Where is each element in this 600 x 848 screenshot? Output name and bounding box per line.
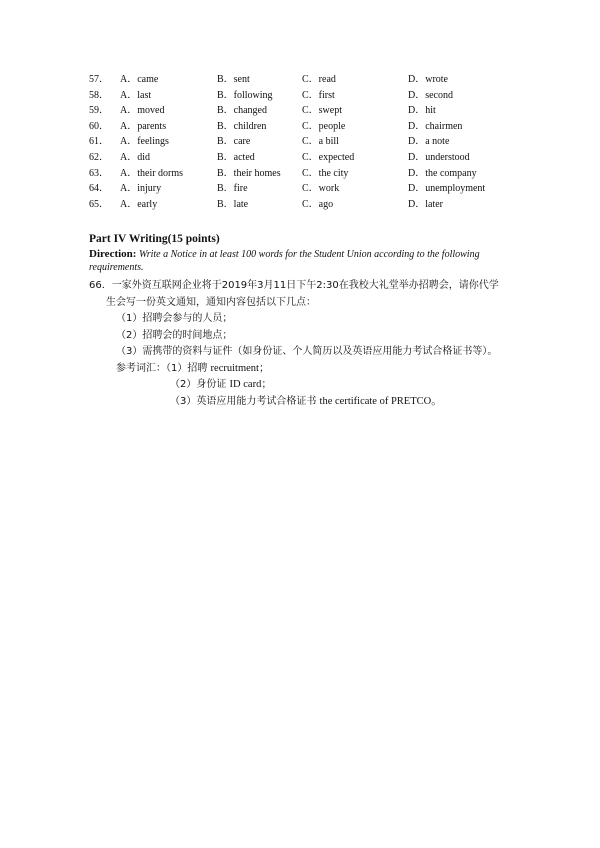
vocab-3-en: the certificate of PRETCO。 (319, 395, 442, 407)
option-d: D．wrote (408, 74, 448, 85)
question-number: 58． (89, 89, 109, 101)
question-number: 64． (89, 183, 109, 195)
question-row (89, 103, 508, 119)
option-a: A．early (120, 198, 158, 210)
question-number: 63． (89, 167, 109, 179)
option-d: D．a note (408, 136, 450, 148)
option-c: C．a bill (302, 136, 339, 148)
option-b: B．their homes (217, 167, 281, 179)
question-row (89, 134, 508, 150)
question-row (89, 197, 508, 213)
question-row (89, 150, 508, 166)
vocab-label: 参考词汇： (116, 362, 166, 374)
option-c: C．work (302, 183, 340, 195)
option-b: B．acted (217, 151, 255, 163)
part-title: Part IV Writing(15 points) (89, 233, 220, 245)
choice-questions-table (89, 72, 508, 212)
q66-line-1: 66．一家外资互联网企业将于2019年3月11日下午2:30在我校大礼堂举办招聘会，请你代学 (89, 280, 499, 291)
q66-line-2: 生会写一份英文通知，通知内容包括以下几点： (106, 296, 316, 308)
vocab-3-cn: （3）英语应用能力考试合格证书 (170, 395, 320, 407)
question-number: 59． (89, 105, 109, 117)
vocab-line-3 (89, 394, 529, 411)
direction-label: Direction: (89, 248, 137, 260)
question-number: 65． (89, 198, 109, 210)
option-c: C．first (302, 89, 335, 101)
vocab-line-2 (89, 377, 529, 394)
question-row (89, 166, 508, 182)
vocab-line-1 (89, 361, 529, 378)
option-a: A．last (120, 89, 152, 101)
vocab-1-cn: （1）招聘 (166, 362, 211, 374)
vocab-1-en: recruitment； (210, 362, 270, 374)
option-d: D．second (408, 89, 453, 101)
option-d: D．unemployment (408, 183, 486, 195)
question-row (89, 119, 508, 135)
choice-questions-body (89, 72, 508, 212)
vocab-2-en: ID card； (229, 379, 272, 390)
direction-text: Write a Notice in at least 100 words for the Student Union according to the following requirements. (89, 249, 480, 273)
option-d: D．chairmen (408, 120, 463, 132)
option-a: A．moved (120, 105, 165, 117)
q66-item-1: （1）招聘会参与的人员； (116, 313, 233, 324)
q66-item-2: （2）招聘会的时间地点； (116, 329, 233, 341)
question-row (89, 72, 508, 88)
option-c: C．swept (302, 105, 342, 117)
question-number: 62． (89, 151, 109, 163)
option-b: B．sent (217, 74, 250, 85)
option-b: B．children (217, 120, 267, 132)
vocab-2-cn: （2）身份证 (170, 379, 230, 390)
option-d: D．hit (408, 105, 436, 117)
option-b: B．changed (217, 105, 267, 117)
option-d: D．later (408, 198, 443, 210)
question-66 (89, 278, 529, 410)
question-row (89, 181, 508, 197)
question-number: 57． (89, 74, 109, 85)
option-a: A．feelings (120, 136, 169, 148)
option-c: C．people (302, 120, 346, 132)
option-b: B．late (217, 198, 249, 210)
option-b: B．fire (217, 183, 248, 195)
option-a: A．their dorms (120, 167, 184, 179)
option-c: C．the city (302, 167, 349, 179)
q66-item-3: （3）需携带的资料与证件（如身份证、个人简历以及英语应用能力考试合格证书等）。 (116, 346, 498, 357)
option-a: A．came (120, 74, 159, 85)
option-a: A．parents (120, 120, 167, 132)
option-d: D．understood (408, 151, 470, 163)
option-c: C．expected (302, 151, 355, 163)
question-number: 61． (89, 136, 109, 148)
option-c: C．read (302, 74, 336, 85)
question-row (89, 88, 508, 104)
option-d: D．the company (408, 167, 477, 179)
option-c: C．ago (302, 198, 334, 210)
option-a: A．did (120, 151, 150, 163)
option-b: B．care (217, 136, 251, 148)
direction-paragraph (89, 248, 529, 274)
option-a: A．injury (120, 183, 162, 195)
question-number: 60． (89, 120, 109, 132)
option-b: B．following (217, 89, 273, 101)
